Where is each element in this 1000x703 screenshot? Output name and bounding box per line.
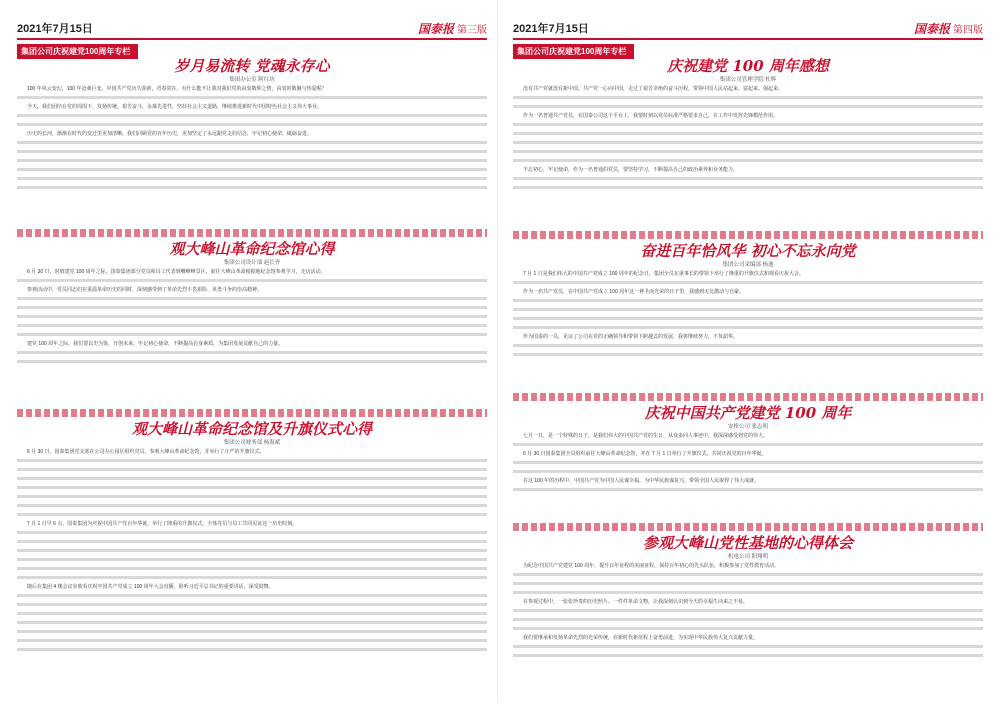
text-line	[513, 324, 983, 333]
text-line	[513, 607, 983, 616]
page-header	[17, 20, 487, 36]
section-divider	[17, 409, 487, 417]
masthead-title: 国泰报	[913, 22, 950, 36]
text-line	[17, 529, 487, 538]
issue-date: 2021年7月15日	[17, 23, 93, 35]
left-page	[17, 0, 487, 703]
article-title: 观大峰山革命纪念馆及升旗仪式心得	[131, 420, 372, 438]
article-paragraph: 7 月 1 日是我们伟大的中国共产党成立 100 周年的纪念日，集团全员在重事长的带领下举行了隆重的升旗仪式和观看庆祝大会。	[523, 271, 804, 277]
article-title: 庆祝中国共产党建党 100 周年	[644, 404, 852, 422]
article-title: 参观大峰山党性基地的心得体会	[642, 534, 853, 552]
text-line	[17, 565, 487, 574]
section-divider	[513, 523, 983, 531]
article-paragraph: 历史的长河，渐渐在时代的变迁里更加清晰。我们回顾党的百年历史，更加坚定了永远跟党走的信念，牢记初心使命，砥砺奋进。	[27, 131, 313, 137]
edition-label: 第三版	[457, 25, 487, 36]
text-line	[513, 175, 983, 184]
text-line	[17, 511, 487, 520]
text-line	[513, 441, 983, 450]
article-paragraph: 6 月 30 日国泰集团全员组织前往大峰山革命纪念馆，并在 7 月 1 日举行了升旗仪式，共同庆祝党的百年华诞。	[523, 451, 767, 457]
text-line	[513, 103, 983, 112]
column-tag: 集团公司庆祝建党100周年专栏	[17, 44, 138, 59]
text-line	[17, 610, 487, 619]
article-paragraph: 随后在集团 4 楼会议室收看庆祝中国共产党成立 100 周年大会直播，聆听习近平总书记的重要讲话，深受鼓舞。	[27, 584, 274, 590]
text-line	[17, 322, 487, 331]
article-paragraph: 为纪念中国共产党建党 100 周年，提升百年征程的美丽征程，保持百年初心的先头队伍，积极参加了党性教育活动。	[523, 563, 780, 569]
text-line	[17, 304, 487, 313]
text-line	[17, 175, 487, 184]
text-line	[513, 616, 983, 625]
text-line	[513, 130, 983, 139]
article-title: 奋进百年恰风华 初心不忘永向党	[640, 242, 856, 260]
text-line	[513, 279, 983, 288]
text-line	[17, 619, 487, 628]
text-line	[17, 592, 487, 601]
issue-date: 2021年7月15日	[513, 23, 589, 35]
text-line	[513, 306, 983, 315]
text-line	[17, 121, 487, 130]
article-byline: 机电公司 阳翔明	[727, 554, 769, 560]
masthead-title: 国泰报	[417, 22, 454, 36]
text-line	[17, 538, 487, 547]
header-rule	[17, 38, 487, 40]
text-line	[513, 297, 983, 306]
text-line	[513, 589, 983, 598]
text-line	[17, 556, 487, 565]
masthead	[914, 20, 983, 37]
text-line	[17, 331, 487, 340]
text-line	[17, 646, 487, 655]
text-line	[513, 157, 983, 166]
text-line	[513, 580, 983, 589]
text-line	[17, 277, 487, 286]
edition-label: 第四版	[953, 25, 983, 36]
article-title: 岁月易流转 党魂永存心	[174, 57, 330, 75]
article-paragraph: 100 年风云变幻，100 年沧桑巨变。中国共产党历久弥新，青春常在，有什么能不让我对我们党的由衷敬仰之情，由衷的敬佩与热爱呢？	[27, 86, 327, 92]
text-line	[513, 643, 983, 652]
article-paragraph: 6 月 30 日，时值建党 100 周年之际，国泰集团部分党员和员工代表到嘴峰峰景区、前往大峰山革命根据地纪念馆参观学习，走访活动。	[27, 269, 326, 275]
text-line	[17, 493, 487, 502]
article-paragraph: 七月一日，是一个特殊的日子，是我们伟大的中国共产党的生日。从众多同人事迹中，我深深感受到党的伟大。	[523, 433, 769, 439]
section-divider	[513, 231, 983, 239]
section-divider	[513, 393, 983, 401]
article-byline: 集团公司采编部 杨迪	[722, 262, 774, 268]
text-line	[17, 601, 487, 610]
article-paragraph: 6 月 30 日，国泰集团党支部在公司办公园区组织党员，参观大峰山革命纪念馆，并举行了庄严的升旗仪式。	[27, 449, 265, 455]
article-byline: 集团公司财务部 杨海斌	[223, 440, 281, 446]
text-line	[513, 184, 983, 193]
text-line	[17, 112, 487, 121]
article-2	[17, 226, 487, 404]
text-line	[17, 295, 487, 304]
text-line	[17, 547, 487, 556]
text-line	[513, 121, 983, 130]
text-line	[513, 342, 983, 351]
text-line	[513, 652, 983, 661]
text-line	[17, 157, 487, 166]
text-line	[17, 574, 487, 583]
article-title: 观大峰山革命纪念馆心得	[169, 240, 335, 258]
text-line	[513, 571, 983, 580]
article-paragraph: 参观活动中，党员同志们在重温革命历史的同时，深刻感受到了革命先烈不畏艰险、英勇斗争的崇高精神。	[27, 287, 263, 293]
text-line	[513, 94, 983, 103]
text-line	[513, 148, 983, 157]
masthead	[418, 20, 487, 37]
article-byline: 安桥公司 张志明	[727, 424, 769, 430]
text-line	[513, 459, 983, 468]
article-byline: 集团公司管理学院 杜辉	[719, 77, 777, 83]
text-line	[17, 484, 487, 493]
text-line	[17, 502, 487, 511]
page-header	[513, 20, 983, 36]
article-5	[513, 228, 983, 390]
article-paragraph: 在参观过程中，一张张珍贵的历史照片、一件件革命文物，让我深刻认识到今天的幸福生活来之不易。	[523, 599, 749, 605]
article-paragraph: 在这 100 年的历程中，中国共产党为中国人民谋幸福，为中华民族谋复兴，带领全国人民取得了伟大成就。	[523, 478, 760, 484]
text-line	[513, 468, 983, 477]
right-page	[513, 0, 983, 703]
text-line	[17, 628, 487, 637]
text-line	[17, 139, 487, 148]
article-paragraph: 不忘初心，牢记使命。作为一名普通的党员，要坚持学习，不断提高自己的政治素养和业务能力。	[523, 167, 739, 173]
text-line	[513, 139, 983, 148]
text-line	[17, 637, 487, 646]
text-line	[17, 349, 487, 358]
article-paragraph: 我们要继承和发扬革命先烈的光荣传统，在新时代新征程上奋勇前进，为实现中华民族伟大复兴贡献力量。	[523, 635, 759, 641]
article-byline: 集团办公室 阿红坊	[229, 77, 275, 83]
text-line	[17, 148, 487, 157]
article-4	[513, 56, 983, 226]
article-7	[513, 520, 983, 696]
article-3	[17, 406, 487, 696]
article-1	[17, 56, 487, 226]
text-line	[17, 457, 487, 466]
text-line	[17, 358, 487, 367]
text-line	[513, 625, 983, 634]
article-6	[513, 390, 983, 520]
article-paragraph: 建党 100 周年之际，我们要以史为鉴，开创未来，牢记初心使命，不断提高自身素质，为集团发展贡献自己的力量。	[27, 341, 284, 347]
text-line	[17, 475, 487, 484]
article-paragraph: 作为一名共产党员，在中国共产党成立 100 周年这一神圣而光荣的日子里，我感到无比激动与自豪。	[523, 289, 745, 295]
header-rule	[513, 38, 983, 40]
text-line	[17, 166, 487, 175]
article-paragraph: 作为一名普通共产党员，在国泰公司这个平台上，我要时刻以党员标准严格要求自己，在工作中发挥先锋模范作用。	[523, 113, 779, 119]
text-line	[17, 313, 487, 322]
article-byline: 集团公司设计部 赵长齐	[223, 260, 281, 266]
text-line	[17, 94, 487, 103]
article-paragraph: 今天，我们团结在党的周围下，发扬传统，艰苦奋斗，永葆先进性，坚持社会主义道路，继续推进新时代中国特色社会主义伟大事业。	[27, 104, 323, 110]
text-line	[513, 486, 983, 495]
article-title: 庆祝建党 100 周年感想	[667, 57, 829, 75]
text-line	[513, 315, 983, 324]
page-gutter	[497, 0, 498, 703]
article-paragraph: 作为国泰的一员，见证了公司在党的正确领导和带领下跨越式的发展，我将继续努力，不负韶华。	[523, 334, 739, 340]
text-line	[17, 466, 487, 475]
text-line	[513, 351, 983, 360]
article-paragraph: 7 月 1 日早 6 点，国泰集团为庆祝中国共产党百年华诞，举行了隆重的升旗仪式，全体党员与员工共同见证这一历史时刻。	[27, 521, 298, 527]
text-line	[17, 184, 487, 193]
column-tag: 集团公司庆祝建党100周年专栏	[513, 44, 634, 59]
article-paragraph: 没有共产党就没有新中国。共产党一心向中国，走过了艰苦卓绝的奋斗历程，带领中国人民站起来、富起来、强起来。	[523, 86, 784, 92]
section-divider	[17, 229, 487, 237]
